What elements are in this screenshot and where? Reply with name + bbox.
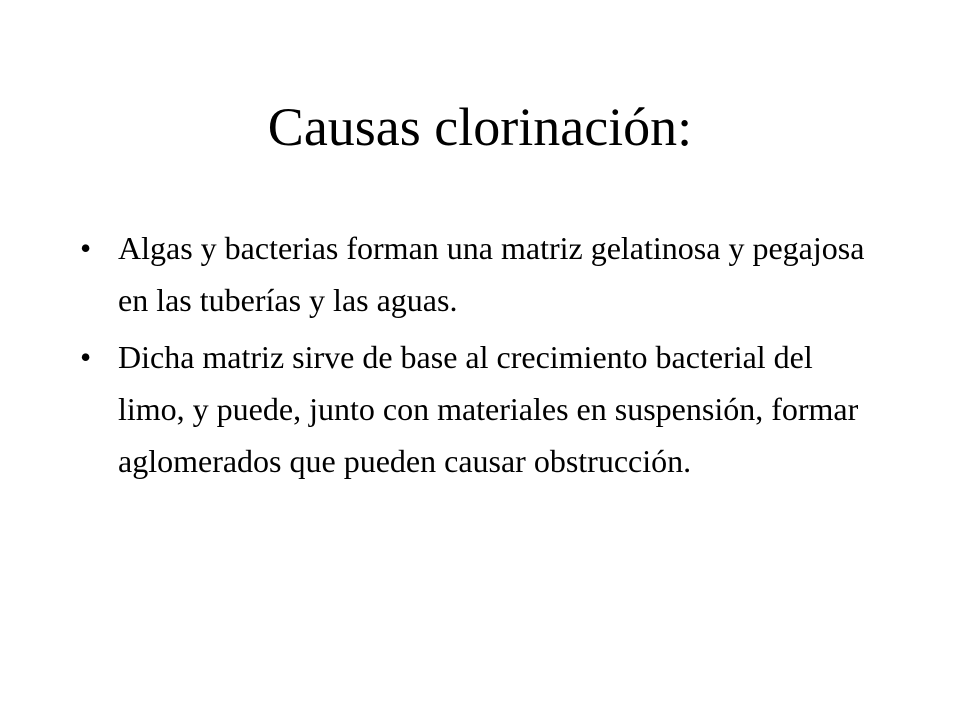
bullet-text: Algas y bacterias forman una matriz gelatinosa y pegajosa en las tuberías y las aguas. (118, 230, 865, 318)
bullet-icon: • (80, 339, 92, 375)
bullet-text: Dicha matriz sirve de base al crecimiento bacterial del limo, y puede, junto con materiales en suspensión, formar aglomerados que pueden causar obstrucción. (118, 339, 859, 479)
bullet-item (80, 331, 880, 487)
bullet-item (80, 222, 880, 326)
bullet-icon: • (80, 230, 92, 266)
slide-title: Causas clorinación: (267, 97, 693, 157)
bullet-list (80, 222, 880, 492)
